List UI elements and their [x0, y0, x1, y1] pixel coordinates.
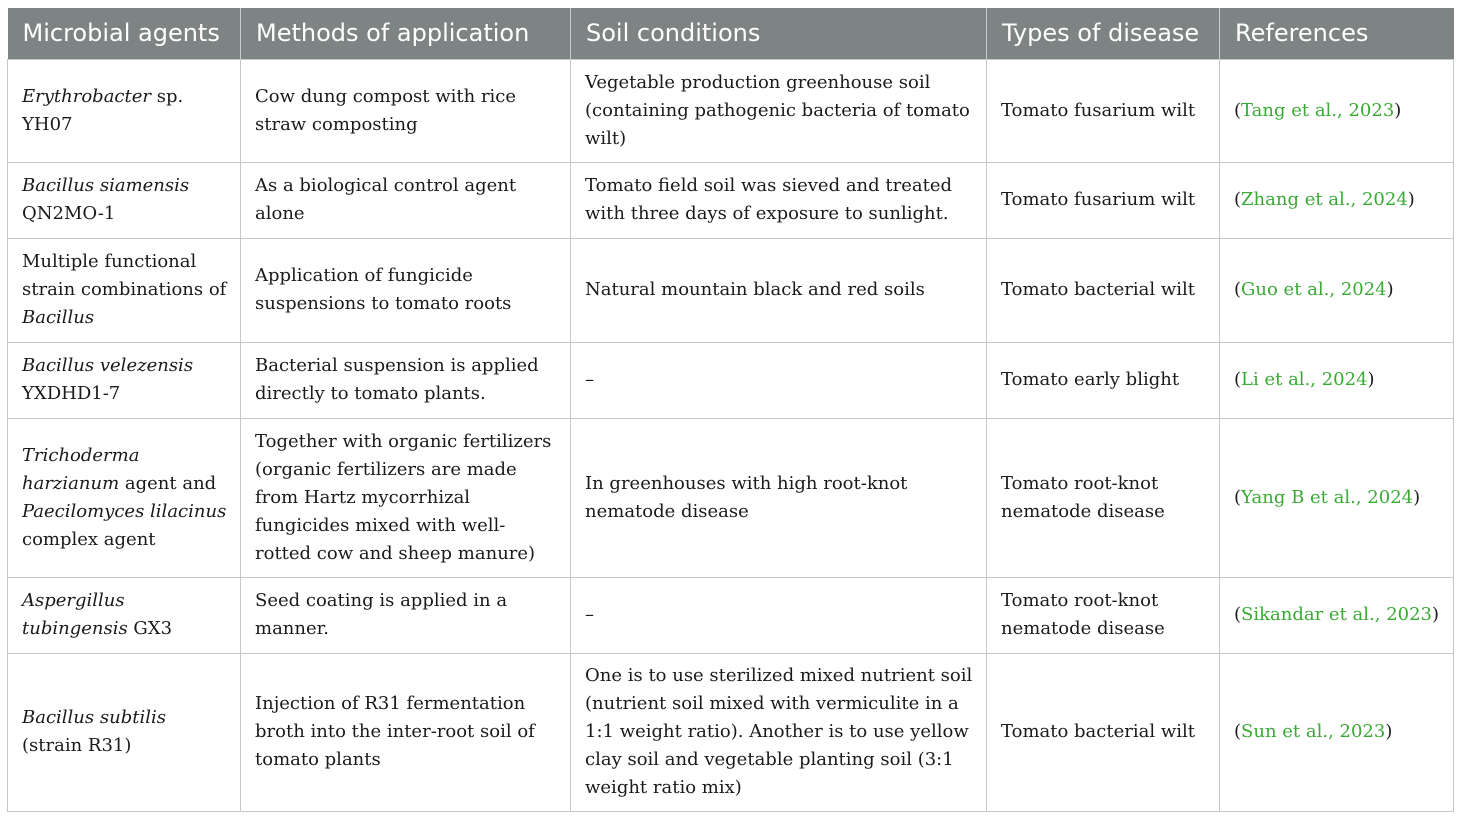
- cell-soil: Natural mountain black and red soils: [571, 238, 987, 342]
- reference-link[interactable]: Sikandar et al., 2023: [1241, 604, 1432, 625]
- agent-text: Trichoderma harzianum: [22, 444, 140, 494]
- header-references: References: [1220, 8, 1454, 59]
- cell-reference: (Tang et al., 2023): [1220, 59, 1454, 162]
- agent-text: Bacillus: [22, 307, 95, 328]
- reference-link[interactable]: Guo et al., 2024: [1241, 279, 1387, 300]
- agent-text: Bacillus velezensis: [22, 355, 194, 376]
- cell-agent: [8, 653, 241, 811]
- cell-reference: (Guo et al., 2024): [1220, 238, 1454, 342]
- agent-text: Bacillus subtilis: [22, 707, 166, 728]
- table-row: [8, 653, 1454, 811]
- reference-link[interactable]: Tang et al., 2023: [1241, 99, 1395, 121]
- cell-reference: (Yang B et al., 2024): [1220, 418, 1454, 577]
- cell-agent: [8, 59, 241, 162]
- cell-soil: –: [571, 342, 987, 418]
- header-methods: Methods of application: [241, 8, 571, 59]
- header-disease-types: Types of disease: [987, 8, 1220, 59]
- reference-link[interactable]: Li et al., 2024: [1241, 369, 1368, 390]
- cell-reference: (Sikandar et al., 2023): [1220, 577, 1454, 653]
- cell-method: Bacterial suspension is applied directly to tomato plants.: [241, 342, 571, 418]
- table-row: [8, 162, 1454, 238]
- cell-agent: [8, 418, 241, 577]
- cell-soil: Vegetable production greenhouse soil (containing pathogenic bacteria of tomato wilt): [571, 59, 987, 162]
- cell-disease: Tomato bacterial wilt: [987, 238, 1220, 342]
- agent-text: sp. YH07: [22, 85, 184, 135]
- header-row: [8, 8, 1454, 59]
- header-microbial-agents: Microbial agents: [8, 8, 241, 59]
- cell-reference: (Sun et al., 2023): [1220, 653, 1454, 811]
- cell-disease: Tomato root-knot nematode disease: [987, 577, 1220, 653]
- cell-method: Together with organic fertilizers (organic fertilizers are made from Hartz mycorrhizal fungicides mixed with well-rotted cow and sheep manure): [241, 418, 571, 577]
- agent-text: Multiple functional strain combinations of: [22, 251, 227, 300]
- cell-disease: Tomato root-knot nematode disease: [987, 418, 1220, 577]
- microbial-agents-table: [7, 8, 1454, 812]
- cell-reference: (Li et al., 2024): [1220, 342, 1454, 418]
- agent-text: (strain R31): [22, 735, 132, 756]
- table-body: [8, 59, 1454, 811]
- cell-method: Injection of R31 fermentation broth into the inter-root soil of tomato plants: [241, 653, 571, 811]
- cell-method: Cow dung compost with rice straw composting: [241, 59, 571, 162]
- table-row: [8, 59, 1454, 162]
- reference-link[interactable]: Zhang et al., 2024: [1241, 189, 1408, 210]
- cell-disease: Tomato fusarium wilt: [987, 162, 1220, 238]
- cell-agent: [8, 238, 241, 342]
- table-row: [8, 577, 1454, 653]
- table-row: [8, 418, 1454, 577]
- agent-text: Aspergillus tubingensis: [22, 590, 128, 639]
- agent-text: YXDHD1-7: [22, 383, 121, 404]
- cell-soil: Tomato field soil was sieved and treated with three days of exposure to sunlight.: [571, 162, 987, 238]
- cell-agent: [8, 342, 241, 418]
- cell-method: Application of fungicide suspensions to tomato roots: [241, 238, 571, 342]
- cell-method: Seed coating is applied in a manner.: [241, 577, 571, 653]
- table-row: [8, 238, 1454, 342]
- agent-text: Bacillus siamensis: [22, 175, 190, 196]
- agent-text: GX3: [127, 618, 173, 639]
- agent-text: agent and: [119, 472, 217, 494]
- cell-soil: In greenhouses with high root-knot nematode disease: [571, 418, 987, 577]
- agent-text: Paecilomyces lilacinus: [22, 500, 227, 522]
- agent-text: QN2MO-1: [22, 203, 116, 224]
- cell-soil: One is to use sterilized mixed nutrient soil (nutrient soil mixed with vermiculite in a 1:1 weight ratio). Another is to use yellow clay soil and vegetable planting soil (3:1 weight ratio mix): [571, 653, 987, 811]
- cell-method: As a biological control agent alone: [241, 162, 571, 238]
- cell-disease: Tomato fusarium wilt: [987, 59, 1220, 162]
- cell-reference: (Zhang et al., 2024): [1220, 162, 1454, 238]
- cell-soil: –: [571, 577, 987, 653]
- agent-text: complex agent: [22, 528, 156, 550]
- cell-disease: Tomato early blight: [987, 342, 1220, 418]
- reference-link[interactable]: Yang B et al., 2024: [1241, 486, 1414, 508]
- table-row: [8, 342, 1454, 418]
- header-soil-conditions: Soil conditions: [571, 8, 987, 59]
- cell-agent: [8, 577, 241, 653]
- cell-disease: Tomato bacterial wilt: [987, 653, 1220, 811]
- agent-text: Erythrobacter: [22, 85, 152, 107]
- reference-link[interactable]: Sun et al., 2023: [1241, 721, 1386, 742]
- cell-agent: [8, 162, 241, 238]
